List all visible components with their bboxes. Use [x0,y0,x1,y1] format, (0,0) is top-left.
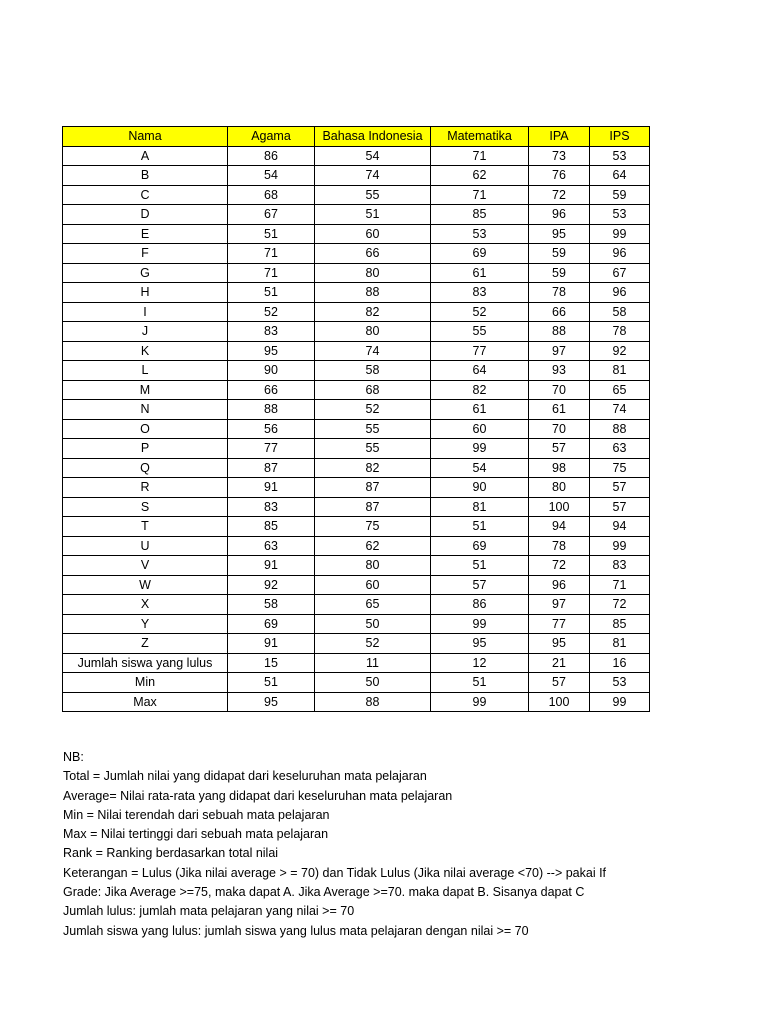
cell-nama[interactable]: T [63,517,228,537]
cell-nama[interactable]: C [63,185,228,205]
cell-agama[interactable]: 52 [228,302,315,322]
header-matematika[interactable]: Matematika [431,127,529,147]
cell-bahasa-indonesia[interactable]: 60 [315,575,431,595]
cell-nama[interactable]: G [63,263,228,283]
cell-bahasa-indonesia[interactable]: 80 [315,322,431,342]
cell-ipa[interactable]: 66 [529,302,590,322]
cell-ipa[interactable]: 96 [529,205,590,225]
cell-matematika[interactable]: 12 [431,653,529,673]
table-row [63,536,650,556]
cell-agama[interactable]: 91 [228,556,315,576]
cell-nama[interactable]: I [63,302,228,322]
table-row [63,634,650,654]
cell-agama[interactable]: 63 [228,536,315,556]
cell-matematika[interactable]: 95 [431,634,529,654]
cell-ips[interactable]: 63 [590,439,650,459]
cell-bahasa-indonesia[interactable]: 87 [315,497,431,517]
cell-bahasa-indonesia[interactable]: 80 [315,556,431,576]
table-row [63,458,650,478]
table-row [63,478,650,498]
cell-agama[interactable]: 86 [228,146,315,166]
cell-nama[interactable]: M [63,380,228,400]
cell-agama[interactable]: 58 [228,595,315,615]
cell-bahasa-indonesia[interactable]: 58 [315,361,431,381]
cell-nama[interactable]: Y [63,614,228,634]
cell-matematika[interactable]: 60 [431,419,529,439]
cell-bahasa-indonesia[interactable]: 55 [315,185,431,205]
cell-ipa[interactable]: 70 [529,380,590,400]
cell-bahasa-indonesia[interactable]: 55 [315,419,431,439]
cell-agama[interactable]: 69 [228,614,315,634]
cell-bahasa-indonesia[interactable]: 88 [315,283,431,303]
cell-agama[interactable]: 77 [228,439,315,459]
cell-ips[interactable]: 53 [590,205,650,225]
summary-row-jumlah-lulus [63,653,650,673]
cell-nama[interactable]: Max [63,692,228,712]
cell-matematika[interactable]: 71 [431,185,529,205]
cell-agama[interactable]: 51 [228,673,315,693]
cell-agama[interactable]: 56 [228,419,315,439]
cell-agama[interactable]: 71 [228,244,315,264]
cell-ipa[interactable]: 78 [529,283,590,303]
cell-ipa[interactable]: 97 [529,595,590,615]
cell-ips[interactable]: 64 [590,166,650,186]
cell-bahasa-indonesia[interactable]: 88 [315,692,431,712]
cell-nama[interactable]: Z [63,634,228,654]
table-row [63,146,650,166]
notes-heading: NB: [63,750,84,764]
cell-ips[interactable]: 85 [590,614,650,634]
table-row [63,302,650,322]
table-body [63,146,650,712]
cell-bahasa-indonesia[interactable]: 68 [315,380,431,400]
note-line: Total = Jumlah nilai yang didapat dari keseluruhan mata pelajaran [63,769,427,784]
cell-ips[interactable]: 58 [590,302,650,322]
note-line: Min = Nilai terendah dari sebuah mata pelajaran [63,807,330,822]
cell-agama[interactable]: 68 [228,185,315,205]
cell-matematika[interactable]: 82 [431,380,529,400]
cell-matematika[interactable]: 86 [431,595,529,615]
header-ipa[interactable]: IPA [529,127,590,147]
cell-nama[interactable]: H [63,283,228,303]
cell-nama[interactable]: P [63,439,228,459]
cell-matematika[interactable]: 99 [431,692,529,712]
summary-row-max [63,692,650,712]
cell-ips[interactable]: 71 [590,575,650,595]
cell-ipa[interactable]: 95 [529,224,590,244]
cell-matematika[interactable]: 61 [431,400,529,420]
header-row [63,127,650,147]
table-row [63,556,650,576]
cell-matematika[interactable]: 52 [431,302,529,322]
cell-ipa[interactable]: 97 [529,341,590,361]
cell-agama[interactable]: 92 [228,575,315,595]
cell-matematika[interactable]: 64 [431,361,529,381]
table-row [63,517,650,537]
header-agama[interactable]: Agama [228,127,315,147]
cell-matematika[interactable]: 81 [431,497,529,517]
cell-agama[interactable]: 95 [228,692,315,712]
cell-bahasa-indonesia[interactable]: 66 [315,244,431,264]
note-line: Keterangan = Lulus (Jika nilai average > = 70) dan Tidak Lulus (Jika nilai average <70) --> pakai If [63,865,607,880]
cell-nama[interactable]: W [63,575,228,595]
cell-ipa[interactable]: 93 [529,361,590,381]
cell-agama[interactable]: 54 [228,166,315,186]
grades-table [62,126,650,712]
cell-agama[interactable]: 66 [228,380,315,400]
cell-bahasa-indonesia[interactable]: 50 [315,614,431,634]
cell-nama[interactable]: Min [63,673,228,693]
cell-ipa[interactable]: 57 [529,673,590,693]
header-nama[interactable]: Nama [63,127,228,147]
cell-ips[interactable]: 57 [590,478,650,498]
cell-bahasa-indonesia[interactable]: 50 [315,673,431,693]
cell-ips[interactable]: 99 [590,536,650,556]
cell-nama[interactable]: Jumlah siswa yang lulus [63,653,228,673]
table-row [63,205,650,225]
cell-ipa[interactable]: 96 [529,575,590,595]
cell-matematika[interactable]: 51 [431,517,529,537]
cell-ipa[interactable]: 98 [529,458,590,478]
cell-ips[interactable]: 16 [590,653,650,673]
note-line: Rank = Ranking berdasarkan total nilai [63,846,279,861]
cell-ipa[interactable]: 70 [529,419,590,439]
cell-ipa[interactable]: 80 [529,478,590,498]
note-line: Max = Nilai tertinggi dari sebuah mata pelajaran [63,827,329,842]
cell-agama[interactable]: 91 [228,478,315,498]
cell-ips[interactable]: 53 [590,673,650,693]
cell-matematika[interactable]: 62 [431,166,529,186]
cell-ipa[interactable]: 72 [529,185,590,205]
cell-matematika[interactable]: 55 [431,322,529,342]
cell-bahasa-indonesia[interactable]: 62 [315,536,431,556]
cell-ips[interactable]: 74 [590,400,650,420]
table-row [63,419,650,439]
cell-bahasa-indonesia[interactable]: 74 [315,341,431,361]
cell-bahasa-indonesia[interactable]: 82 [315,458,431,478]
cell-ips[interactable]: 59 [590,185,650,205]
cell-agama[interactable]: 15 [228,653,315,673]
cell-ips[interactable]: 72 [590,595,650,615]
cell-nama[interactable]: E [63,224,228,244]
cell-nama[interactable]: S [63,497,228,517]
cell-agama[interactable]: 91 [228,634,315,654]
cell-matematika[interactable]: 61 [431,263,529,283]
cell-ipa[interactable]: 78 [529,536,590,556]
header-ips[interactable]: IPS [590,127,650,147]
cell-ips[interactable]: 96 [590,244,650,264]
cell-bahasa-indonesia[interactable]: 54 [315,146,431,166]
cell-ips[interactable]: 53 [590,146,650,166]
cell-ips[interactable]: 94 [590,517,650,537]
cell-ips[interactable]: 57 [590,497,650,517]
cell-matematika[interactable]: 51 [431,673,529,693]
table-row [63,244,650,264]
table-row [63,614,650,634]
cell-bahasa-indonesia[interactable]: 74 [315,166,431,186]
cell-bahasa-indonesia[interactable]: 82 [315,302,431,322]
cell-agama[interactable]: 87 [228,458,315,478]
cell-ipa[interactable]: 95 [529,634,590,654]
table-row [63,322,650,342]
table-row [63,341,650,361]
cell-agama[interactable]: 95 [228,341,315,361]
cell-agama[interactable]: 51 [228,283,315,303]
cell-ipa[interactable]: 77 [529,614,590,634]
cell-bahasa-indonesia[interactable]: 51 [315,205,431,225]
cell-bahasa-indonesia[interactable]: 87 [315,478,431,498]
cell-agama[interactable]: 88 [228,400,315,420]
table-row [63,224,650,244]
cell-matematika[interactable]: 77 [431,341,529,361]
cell-agama[interactable]: 51 [228,224,315,244]
cell-matematika[interactable]: 51 [431,556,529,576]
cell-nama[interactable]: R [63,478,228,498]
cell-bahasa-indonesia[interactable]: 80 [315,263,431,283]
cell-matematika[interactable]: 99 [431,439,529,459]
note-line: Average= Nilai rata-rata yang didapat dari keseluruhan mata pelajaran [63,788,453,803]
table-row [63,497,650,517]
cell-ipa[interactable]: 61 [529,400,590,420]
cell-matematika[interactable]: 71 [431,146,529,166]
cell-bahasa-indonesia[interactable]: 60 [315,224,431,244]
table-row [63,361,650,381]
cell-bahasa-indonesia[interactable]: 65 [315,595,431,615]
cell-bahasa-indonesia[interactable]: 55 [315,439,431,459]
cell-ipa[interactable]: 59 [529,244,590,264]
table-row [63,283,650,303]
table-row [63,575,650,595]
cell-bahasa-indonesia[interactable]: 11 [315,653,431,673]
cell-ipa[interactable]: 100 [529,692,590,712]
cell-nama[interactable]: B [63,166,228,186]
cell-nama[interactable]: K [63,341,228,361]
cell-ips[interactable]: 88 [590,419,650,439]
cell-ips[interactable]: 75 [590,458,650,478]
header-bahasa-indonesia[interactable]: Bahasa Indonesia [315,127,431,147]
note-line: Grade: Jika Average >=75, maka dapat A. Jika Average >=70. maka dapat B. Sisanya dapat C [63,885,585,900]
cell-agama[interactable]: 85 [228,517,315,537]
notes-section [63,748,606,941]
cell-nama[interactable]: A [63,146,228,166]
cell-ips[interactable]: 99 [590,224,650,244]
cell-matematika[interactable]: 69 [431,536,529,556]
cell-ips[interactable]: 96 [590,283,650,303]
table-row [63,439,650,459]
cell-bahasa-indonesia[interactable]: 52 [315,400,431,420]
note-line: Jumlah lulus: jumlah mata pelajaran yang nilai >= 70 [63,904,355,919]
cell-ipa[interactable]: 94 [529,517,590,537]
cell-ips[interactable]: 78 [590,322,650,342]
cell-ipa[interactable]: 100 [529,497,590,517]
cell-nama[interactable]: O [63,419,228,439]
cell-nama[interactable]: D [63,205,228,225]
cell-ipa[interactable]: 76 [529,166,590,186]
cell-ips[interactable]: 83 [590,556,650,576]
cell-matematika[interactable]: 69 [431,244,529,264]
cell-ips[interactable]: 99 [590,692,650,712]
cell-nama[interactable]: F [63,244,228,264]
cell-nama[interactable]: U [63,536,228,556]
cell-matematika[interactable]: 85 [431,205,529,225]
table-row [63,185,650,205]
table-row [63,595,650,615]
note-line: Jumlah siswa yang lulus: jumlah siswa yang lulus mata pelajaran dengan nilai >= 70 [63,923,529,938]
cell-ipa[interactable]: 57 [529,439,590,459]
cell-bahasa-indonesia[interactable]: 75 [315,517,431,537]
cell-ipa[interactable]: 72 [529,556,590,576]
cell-nama[interactable]: L [63,361,228,381]
cell-ips[interactable]: 81 [590,361,650,381]
summary-row-min [63,673,650,693]
cell-bahasa-indonesia[interactable]: 52 [315,634,431,654]
cell-nama[interactable]: V [63,556,228,576]
cell-matematika[interactable]: 54 [431,458,529,478]
cell-matematika[interactable]: 83 [431,283,529,303]
cell-matematika[interactable]: 57 [431,575,529,595]
cell-ips[interactable]: 65 [590,380,650,400]
cell-ipa[interactable]: 59 [529,263,590,283]
table-row [63,400,650,420]
cell-nama[interactable]: N [63,400,228,420]
cell-agama[interactable]: 83 [228,497,315,517]
cell-ips[interactable]: 81 [590,634,650,654]
cell-nama[interactable]: X [63,595,228,615]
cell-agama[interactable]: 83 [228,322,315,342]
cell-ipa[interactable]: 88 [529,322,590,342]
cell-nama[interactable]: Q [63,458,228,478]
cell-ips[interactable]: 92 [590,341,650,361]
cell-agama[interactable]: 90 [228,361,315,381]
table-row [63,166,650,186]
cell-agama[interactable]: 67 [228,205,315,225]
cell-ipa[interactable]: 73 [529,146,590,166]
cell-agama[interactable]: 71 [228,263,315,283]
table-row [63,380,650,400]
cell-ipa[interactable]: 21 [529,653,590,673]
table-row [63,263,650,283]
cell-matematika[interactable]: 99 [431,614,529,634]
cell-nama[interactable]: J [63,322,228,342]
cell-matematika[interactable]: 53 [431,224,529,244]
cell-matematika[interactable]: 90 [431,478,529,498]
cell-ips[interactable]: 67 [590,263,650,283]
